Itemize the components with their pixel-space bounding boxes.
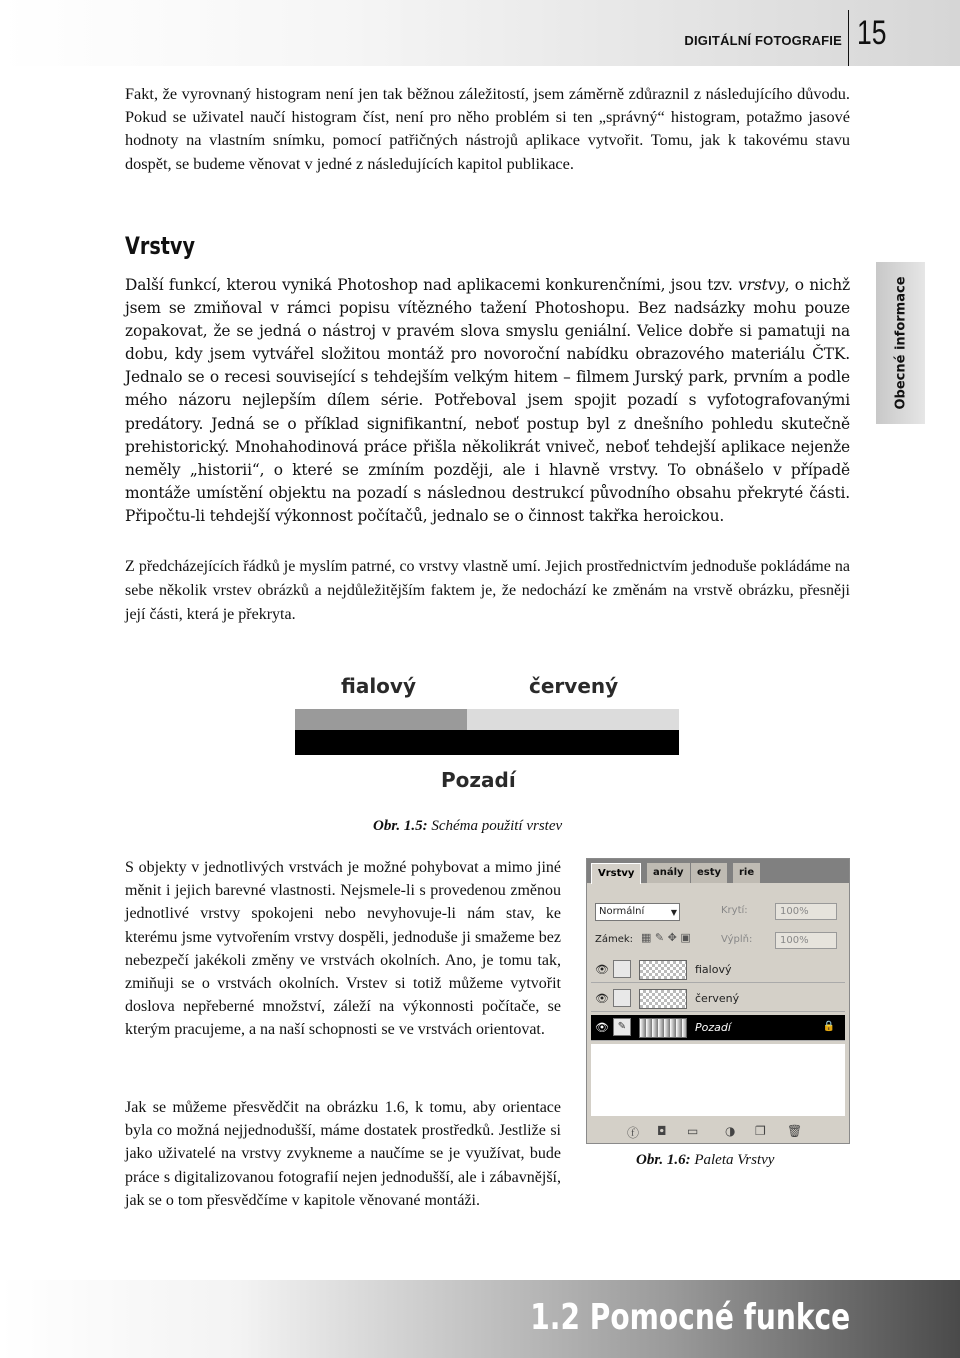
palette-tabs bbox=[587, 859, 849, 883]
tab-history[interactable]: rie bbox=[733, 863, 760, 883]
lock-brush-icon[interactable]: ✎ bbox=[654, 931, 665, 944]
paragraph-text: , o nichž jsem se zmiňoval v rámci popisu vítězného tažení Photoshopu. Bez nadsázky mohu pouze zopakovat, že se jedná o nástroj v pravém slova smyslu geniální. Velice dobře si pamatuji na dobu, kdy jsem vytvářel složitou montáž pro novoroční nabídku obrazového materiálu ČTK. Jednalo se o recesi související s tehdejším velkým hitem – filmem Jurský park, prvním a podle mého názoru nejlepším dílem série. Potřeboval jsem spojit pozadí s vyfotografovanými predátory. Jedná se o příklad signifikantní, neboť postup byl z dnešního pohledu skutečně prehistorický. Mnohahodinová práce přišla několikrát vniveč, neboť tehdejší aplikace nejenže neměly „historii“, o které se zmíním později, ale i hlavně vrstvy. To obnášelo v případě montáže umístění objektu na pozadí s následnou destrukcí původního obsahu překryté části. Připočtu-li tehdejší výkonnost počítačů, jednalo se o činnost takřka heroickou. bbox=[125, 276, 851, 525]
caption-text: Schéma použití vrstev bbox=[427, 818, 563, 834]
violet-layer-bar bbox=[295, 709, 467, 730]
palette-toolbar bbox=[587, 1121, 849, 1143]
delete-layer-icon[interactable]: 🗑 bbox=[787, 1124, 803, 1138]
side-tab bbox=[876, 262, 925, 424]
emphasis-term: vrstvy bbox=[738, 276, 785, 294]
tab-channels[interactable]: anály bbox=[647, 863, 690, 883]
paragraph-text: Další funkcí, kterou vyniká Photoshop nad aplikacemi konkurenčními, jsou tzv. bbox=[125, 276, 739, 294]
lock-all-icon[interactable]: ▣ bbox=[680, 931, 691, 944]
layer-row-violet[interactable] bbox=[591, 957, 845, 983]
eye-icon[interactable]: 👁 bbox=[595, 963, 609, 976]
layer-name: Pozadí bbox=[695, 1021, 731, 1034]
caption-text: Paleta Vrstvy bbox=[690, 1152, 775, 1168]
layer-row-background[interactable] bbox=[591, 1015, 845, 1041]
section-heading: Vrstvy bbox=[125, 232, 195, 260]
layer-thumbnail bbox=[639, 1018, 687, 1038]
lock-transparency-icon[interactable]: ▦ bbox=[641, 931, 652, 944]
layer-name: červený bbox=[695, 992, 740, 1005]
caption-number: Obr. 1.6: bbox=[636, 1152, 691, 1168]
eye-icon[interactable]: 👁 bbox=[595, 1021, 609, 1034]
violet-layer-label: fialový bbox=[341, 674, 416, 698]
layer-style-icon[interactable]: ⓕ bbox=[627, 1126, 640, 1140]
layers-list-empty bbox=[591, 1044, 845, 1116]
layer-name: fialový bbox=[695, 963, 732, 976]
check-paragraph: Jak se můžeme přesvědčit na obrázku 1.6, k tomu, aby orientace byla co možná nejjednodušší, máme dostatek prostředků. Jestliže si jako uživatelé na vrstvy zvykneme a naučíme se je využívat, bude práce s digitalizovanou fotografií nejen jednodušší, ale i zábavnější, jak se o tom přesvědčíme v kapitole věnované montáži. bbox=[125, 1099, 561, 1209]
eye-icon[interactable]: 👁 bbox=[595, 992, 609, 1005]
intro-paragraph: Fakt, že vyrovnaný histogram není jen tak běžnou záležitostí, jsem záměrně zdůraznil z následujícího důvodu. Pokud se uživatel naučí histogram číst, není pro něho problém si ten „správný“ histogram, potažmo jasové hodnoty na vlastním snímku, pomocí patřičných nástrojů aplikace vytvořit. Tomu, jak k takovému stavu dospět, se budeme věnovat v jedné z následujících kapitol publikace. bbox=[125, 84, 850, 173]
fill-field[interactable]: 100% bbox=[775, 932, 837, 949]
blend-mode-value: Normální bbox=[599, 906, 645, 917]
section-paragraph-1 bbox=[125, 274, 850, 528]
blend-mode-select[interactable] bbox=[595, 903, 680, 921]
red-layer-label: červený bbox=[529, 674, 619, 698]
layer-mask-icon[interactable]: ◘ bbox=[657, 1124, 667, 1138]
tab-paths[interactable]: esty bbox=[691, 863, 727, 883]
lock-options bbox=[641, 931, 691, 944]
footer-section-title: 1.2 Pomocné funkce bbox=[530, 1297, 850, 1338]
new-layer-icon[interactable]: ❐ bbox=[755, 1124, 766, 1138]
objects-paragraph: S objekty v jednotlivých vrstvách je možné pohybovat a mimo jiné měnit i jejich barevné vlastnosti. Nejsmele-li s provedenou změnou jednotlivé vrstvy spokojeni nebo nevyhovuje-li nám stav, ke kterému jsme vytvořením vrstvy dospěli, jednoduše ji smažeme bez nebezpečí jakékoli změny ve vrstvách okolních. Ano, je tomu tak, zmiňuji se o vrstvách okolních. Vrstev si totiž můžeme vytvořit doslova nepřeberné množství, záleží na výkonnosti počítače, se kterým pracujeme, a na naší schopnosti se ve vrstvách orientovat. bbox=[125, 859, 561, 1039]
background-layer-label: Pozadí bbox=[441, 768, 516, 792]
layer-thumbnail bbox=[639, 960, 687, 980]
layer-row-red[interactable] bbox=[591, 986, 845, 1012]
header-divider bbox=[848, 10, 849, 66]
red-layer-bar bbox=[467, 709, 679, 730]
figure-1-5-caption bbox=[373, 818, 562, 835]
lock-icon: 🔒 bbox=[822, 1021, 835, 1032]
link-toggle[interactable] bbox=[613, 960, 631, 978]
caption-number: Obr. 1.5: bbox=[373, 818, 428, 834]
brush-icon[interactable]: ✎ bbox=[613, 1018, 631, 1036]
lock-label: Zámek: bbox=[595, 934, 634, 945]
tab-layers[interactable]: Vrstvy bbox=[591, 863, 641, 884]
fill-label: Výplň: bbox=[721, 934, 753, 945]
layers-palette bbox=[586, 858, 850, 1144]
new-set-icon[interactable]: ▭ bbox=[687, 1124, 699, 1138]
background-layer-bar bbox=[295, 730, 679, 755]
layer-thumbnail bbox=[639, 989, 687, 1009]
running-header-title: DIGITÁLNÍ FOTOGRAFIE bbox=[684, 33, 842, 48]
opacity-label: Krytí: bbox=[721, 905, 748, 916]
figure-1-6-caption bbox=[636, 1152, 774, 1169]
lock-move-icon[interactable]: ✥ bbox=[667, 931, 677, 944]
chevron-down-icon: ▼ bbox=[670, 908, 677, 917]
adjustment-layer-icon[interactable]: ◑ bbox=[725, 1124, 736, 1138]
opacity-field[interactable]: 100% bbox=[775, 903, 837, 920]
page-number: 15 bbox=[857, 14, 887, 52]
side-tab-label: Obecné informace bbox=[893, 276, 908, 410]
link-toggle[interactable] bbox=[613, 989, 631, 1007]
section-paragraph-2: Z předcházejících řádků je myslím patrné, co vrstvy vlastně umí. Jejich prostřednictvím jednoduše pokládáme na sebe několik vrstev obrázků a nejdůležitějším faktem je, že nedochází ke změnám na vrstvě obrázku, přesněji její části, která je překryta. bbox=[125, 558, 850, 624]
figure-layer-schema bbox=[295, 670, 685, 800]
